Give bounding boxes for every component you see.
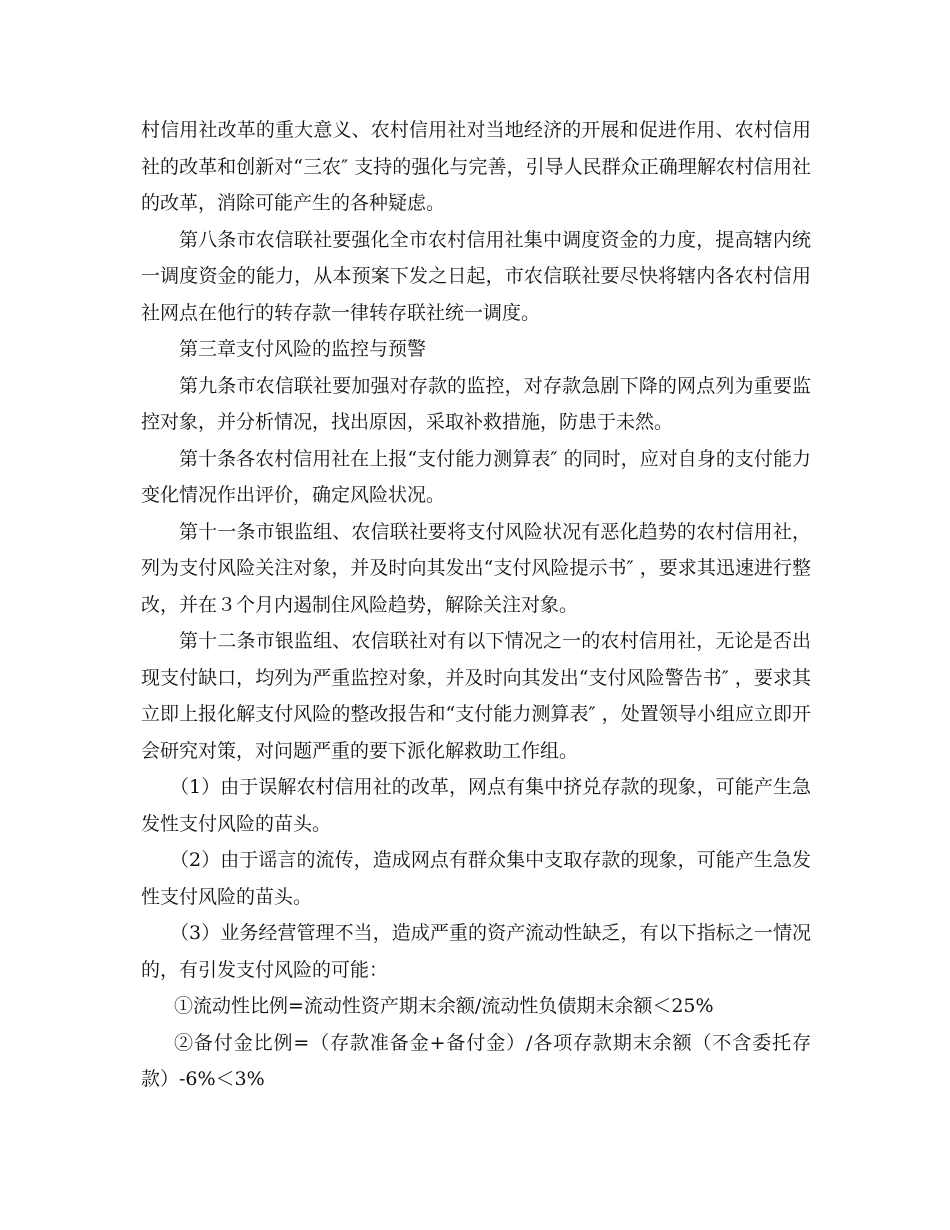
list-item-2: （2）由于谣言的流传，造成网点有群众集中支取存款的现象，可能产生急发性支付风险的苗头。 [141,849,811,908]
paragraph-article-12: 第十二条市银监组、农信联社对有以下情况之一的农村信用社，无论是否出现支付缺口，均列为严重监控对象，并及时向其发出“支付风险警告书″ ，要求其立即上报化解支付风险的整改报告和“支付能力测算表″ ，处置领导小组应立即开会研究对策，对问题严重的要下派化解救助工作组。 [141,630,811,762]
paragraph-article-11: 第十一条市银监组、农信联社要将支付风险状况有恶化趋势的农村信用社，列为支付风险关注对象，并及时向其发出“支付风险提示书″ ，要求其迅速进行整改，并在３个月内遏制住风险趋势，解除关注对象。 [141,520,811,616]
paragraph-article-8: 第八条市农信联社要强化全市农村信用社集中调度资金的力度，提高辖内统一调度资金的能力，从本预案下发之日起，市农信联社要尽快将辖内各农村信用社网点在他行的转存款一律转存联社统一调度。 [141,228,811,324]
paragraph-article-10: 第十条各农村信用社在上报“支付能力测算表″ 的同时，应对自身的支付能力变化情况作出评价，确定风险状况。 [141,447,811,506]
paragraph-continuation: 村信用社改革的重大意义、农村信用社对当地经济的开展和促进作用、农村信用社的改革和创新对“三农″ 支持的强化与完善，引导人民群众正确理解农村信用社的改革，消除可能产生的各种疑虑。 [141,119,811,214]
document-body [141,112,811,1098]
list-item-3: （3）业务经营管理不当，造成严重的资产流动性缺乏，有以下指标之一情况的，有引发支付风险的可能： [141,922,811,981]
paragraph-article-9: 第九条市农信联社要加强对存款的监控，对存款急剧下降的网点列为重要监控对象，并分析情况，找出原因，采取补救措施，防患于未然。 [141,374,811,433]
formula-liquidity-ratio: ①流动性比例=流动性资产期末余额/流动性负债期末余额＜25% [174,995,714,1017]
formula-reserve-ratio: ②备付金比例=（存款准备金+备付金）/各项存款期末余额（不含委托存款）-6%＜3% [141,1031,811,1090]
chapter-heading-3: 第三章支付风险的监控与预警 [179,338,427,360]
list-item-1: （1）由于误解农村信用社的改革，网点有集中挤兑存款的现象，可能产生急发性支付风险的苗头。 [141,776,811,835]
